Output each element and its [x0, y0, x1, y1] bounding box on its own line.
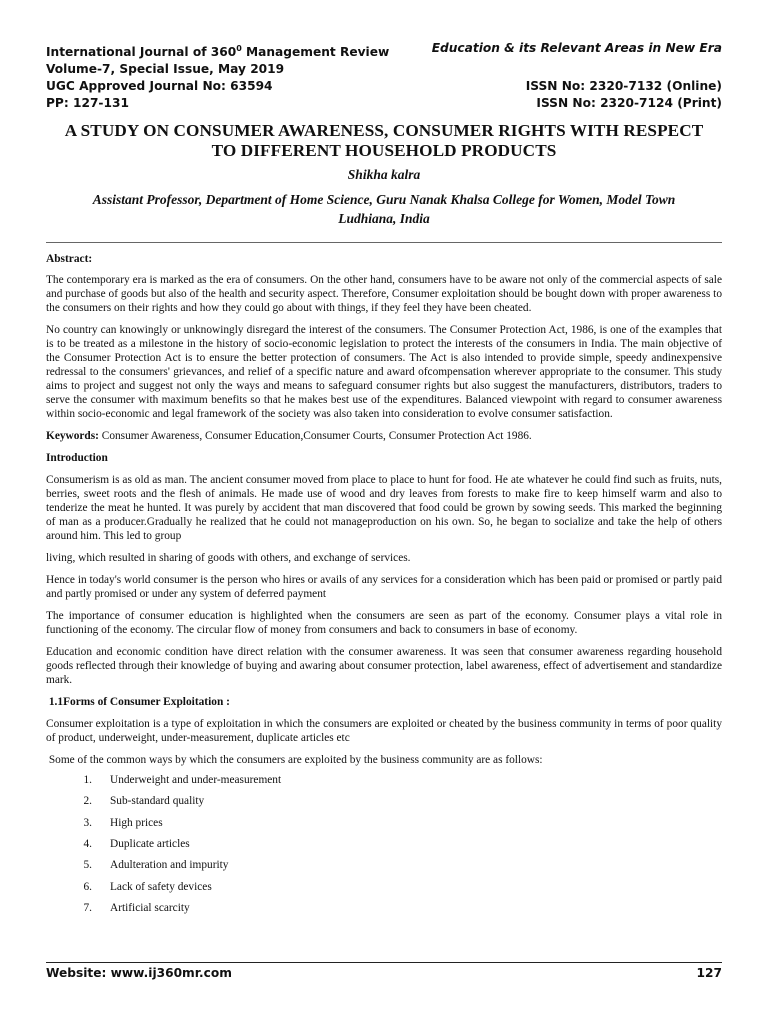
ugc-number: UGC Approved Journal No: 63594 [46, 79, 273, 94]
list-item [46, 773, 722, 794]
list-item-number: 5. [83, 859, 92, 872]
list-item-number: 4. [83, 837, 92, 850]
introduction-heading: Introduction [46, 452, 108, 465]
article-title-line: TO DIFFERENT HOUSEHOLD PRODUCTS [211, 141, 557, 161]
article-title-line: A STUDY ON CONSUMER AWARENESS, CONSUMER RIGHTS WITH RESPECT [64, 121, 704, 141]
list-item-text: Duplicate articles [110, 837, 190, 850]
abstract-paragraph: The contemporary era is marked as the era of consumers. On the other hand, consumers have to be aware not only of the commercial aspects of sale and purchase of goods but also of the health and security aspect. Therefore, Consumer exploitation should be bought down with proper awareness to the consumers on their rights and how they could go about with things, if they feel they have been cheated. [46, 274, 722, 315]
keywords-list: Consumer Awareness, Consumer Education,Consumer Courts, Consumer Protection Act 1986. [98, 430, 532, 443]
list-item [46, 858, 722, 879]
list-item-text: Underweight and under-measurement [110, 774, 282, 787]
list-item-number: 7. [83, 901, 92, 914]
list-item [46, 837, 722, 858]
list-item-spacer [92, 901, 110, 922]
author-affiliation [46, 190, 722, 228]
website: Website: www.ij360mr.com [46, 966, 232, 980]
introduction-paragraph: living, which resulted in sharing of goods with others, and exchange of services. [46, 552, 411, 565]
list-item-spacer [92, 816, 110, 837]
issn-online: ISSN No: 2320-7132 (Online) [525, 79, 722, 94]
list-item-spacer [92, 858, 110, 879]
page-footer [46, 966, 722, 980]
journal-theme: Education & its Relevant Areas in New Era [431, 41, 722, 55]
keywords-label: Keywords: [46, 430, 99, 443]
list-item-spacer [92, 837, 110, 858]
forms-paragraph: Some of the common ways by which the consumers are exploited by the business community are as follows: [46, 754, 543, 767]
section-divider [46, 242, 722, 243]
list-item-number: 3. [83, 816, 92, 829]
list-item-number: 1. [83, 774, 92, 787]
list-item-text: Adulteration and impurity [110, 859, 229, 872]
list-item [46, 794, 722, 815]
list-item-spacer [92, 794, 110, 815]
exploitation-list [46, 773, 722, 922]
list-item-text: Lack of safety devices [110, 880, 212, 893]
article-title [46, 121, 722, 161]
journal-volume: Volume-7, Special Issue, May 2019 [46, 62, 285, 77]
list-item-text: Artificial scarcity [110, 901, 190, 914]
forms-paragraph: Consumer exploitation is a type of exploitation in which the consumers are exploited or cheated by the business community in terms of poor quality of product, underweight, under-measurement, duplicate articles etc [46, 718, 722, 745]
abstract-heading: Abstract: [46, 253, 93, 266]
page-range: PP: 127-131 [46, 96, 129, 111]
list-item [46, 901, 722, 922]
list-item-number: 6. [83, 880, 92, 893]
forms-heading: 1.1Forms of Consumer Exploitation : [46, 696, 230, 709]
list-item [46, 880, 722, 901]
list-item-spacer [92, 880, 110, 901]
affiliation-line: Ludhiana, India [338, 211, 430, 227]
journal-header [46, 40, 722, 112]
introduction-paragraph: The importance of consumer education is highlighted when the consumers are seen as part of the economy. Consumer plays a vital role in functioning of the economy. The circular flow of money from consumers and back to consumers in base of economy. [46, 610, 722, 637]
footer-divider [46, 962, 722, 963]
issn-print: ISSN No: 2320-7124 (Print) [536, 96, 722, 111]
introduction-paragraph: Consumerism is as old as man. The ancient consumer moved from place to place to hunt for food. He ate whatever he could find such as fruits, nuts, berries, sweet roots and the flesh of animals. He made use of wood and dry leaves from forests to make fire to keep himself warm and also to tenderize the meat he hunted. It was purely by accident that man discovered that food could be grown by sowing seeds. This marked the beginning of man as a producer.Gradually he realized that he could not manageproduction on his own. So, he began to socialize and take the help of others around him. This led to group [46, 474, 722, 543]
affiliation-line: Assistant Professor, Department of Home Science, Guru Nanak Khalsa College for Women, Model Town [92, 192, 676, 208]
introduction-paragraph: Education and economic condition have direct relation with the consumer awareness. It was seen that consumer awareness regarding household goods reflected through their knowledge of buying and awaring about consumer protection, label awareness, effect of advertisement and standardize mark. [46, 646, 722, 687]
journal-name: International Journal of $360^0$ Management Review [46, 44, 390, 60]
abstract-paragraph: No country can knowingly or unknowingly disregard the interest of the consumers. The Consumer Protection Act, 1986, is one of the examples that is to be treated as a milestone in the history of socio-economic legislation to protect the interests of the consumers in India. The main objective of the Consumer Protection Act is to ensure the better protection of consumers. The Act is also intended to provide simple, speedy andinexpensive redressal to the consumers' grievances, and relief of a specific nature and award ofcompensation wherever appropriate to the consumer. This study aims to project and suggest not only the ways and means to safeguard consumer rights but also suggest the manufacturers, distributors, traders to serve the consumer with maximum benefits so that he makes best use of the expenditures. Balanced viewpoint with regard to consumer awareness within socio-economic and legal framework of the society was also taken into consideration to evolve consumer satisfaction. [46, 324, 722, 421]
list-item-text: Sub-standard quality [110, 795, 205, 808]
journal-page [46, 40, 722, 922]
list-item [46, 816, 722, 837]
list-item-number: 2. [83, 795, 92, 808]
list-item-text: High prices [110, 816, 163, 829]
page-number: 127 [696, 966, 722, 980]
keywords [46, 429, 722, 443]
author-name: Shikha kalra [347, 167, 421, 183]
list-item-spacer [92, 773, 110, 794]
introduction-paragraph: Hence in today's world consumer is the person who hires or avails of any services for a consideration which has been paid or promised or partly paid and partly promised or under any system of deferred payment [46, 574, 722, 601]
